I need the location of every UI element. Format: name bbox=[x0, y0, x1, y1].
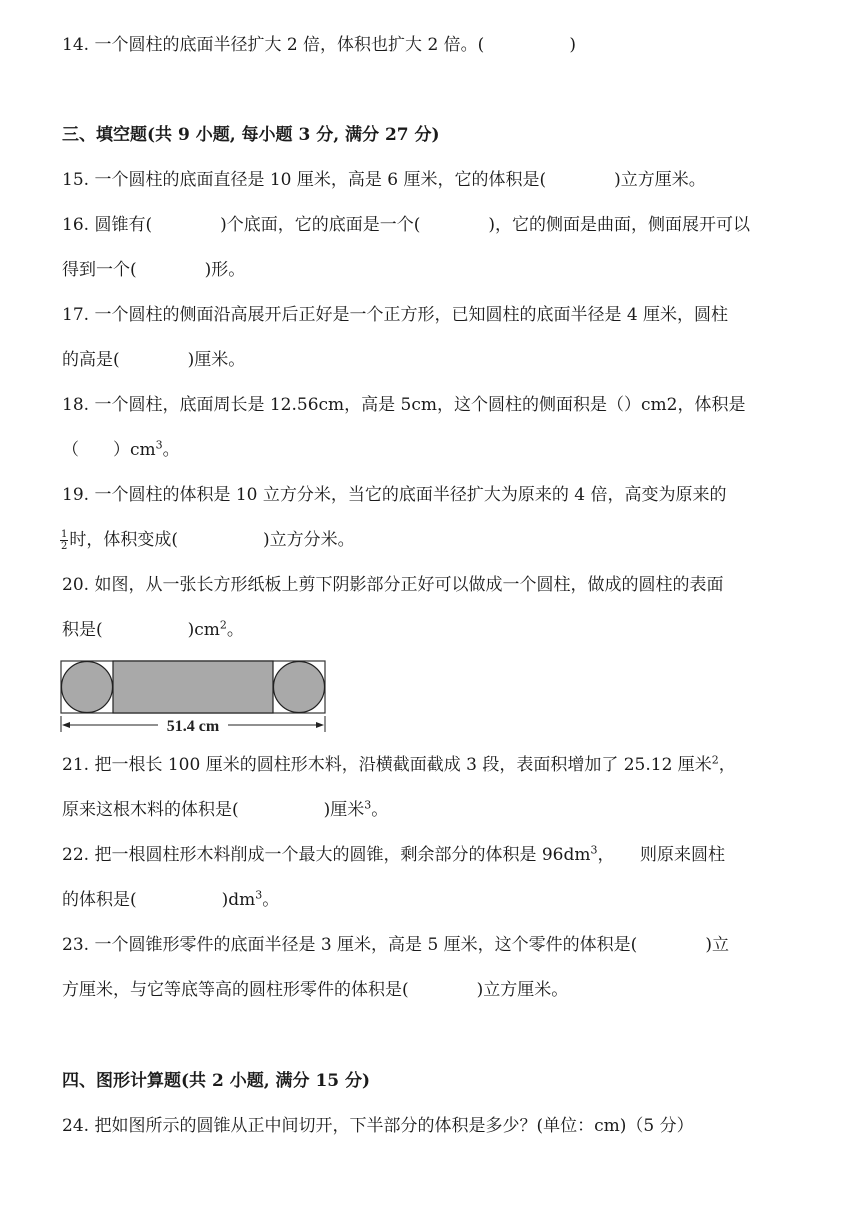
question-20-line-2: 积是( )$cm^2$。 bbox=[62, 618, 244, 640]
section-3-heading: 三、填空题(共 9 小题, 每小题 3 分, 满分 27 分) bbox=[62, 125, 440, 145]
left-circle bbox=[62, 662, 113, 713]
question-18-line-2: （ ）$cm^3$。 bbox=[62, 438, 180, 460]
fraction-one-half: $\frac{1}{2}$ bbox=[61, 529, 68, 552]
dim-arrow-right bbox=[316, 722, 324, 728]
question-23-line-2: 方厘米，与它等底等高的圆柱形零件的体积是( )立方厘米。 bbox=[62, 980, 569, 1000]
dim-arrow-left bbox=[62, 722, 70, 728]
side-rectangle bbox=[113, 661, 273, 713]
figure-width-label: 51.4 cm bbox=[166, 718, 220, 735]
question-22-line-2: 的体积是( )$dm^3$。 bbox=[62, 888, 280, 910]
question-17-line-1: 17. 一个圆柱的侧面沿高展开后正好是一个正方形，已知圆柱的底面半径是 4 厘米，圆柱 bbox=[62, 305, 729, 325]
question-18-line-1: 18. 一个圆柱，底面周长是 12.56cm，高是 5cm，这个圆柱的侧面积是（）cm2，体积是 bbox=[62, 395, 746, 415]
cylinder-net-figure bbox=[60, 660, 330, 738]
question-14: 14. 一个圆柱的底面半径扩大 2 倍，体积也扩大 2 倍。( ) bbox=[62, 35, 576, 55]
question-21-line-2: 原来这根木料的体积是( )厘米$^3$。 bbox=[62, 798, 389, 820]
question-17-line-2: 的高是( )厘米。 bbox=[62, 350, 246, 370]
question-16-line-2: 得到一个( )形。 bbox=[62, 260, 246, 280]
question-20-line-1: 20. 如图，从一张长方形纸板上剪下阴影部分正好可以做成一个圆柱，做成的圆柱的表面 bbox=[62, 575, 724, 595]
section-4-heading: 四、图形计算题(共 2 小题, 满分 15 分) bbox=[62, 1071, 371, 1091]
question-19-line-1: 19. 一个圆柱的体积是 10 立方分米，当它的底面半径扩大为原来的 4 倍，高变为原来的 bbox=[62, 485, 727, 505]
question-21-line-1: 21. 把一根长 100 厘米的圆柱形木料，沿横截面截成 3 段，表面积增加了 25.12 厘米$^2$， bbox=[62, 753, 736, 775]
question-22-line-1: 22. 把一根圆柱形木料削成一个最大的圆锥，剩余部分的体积是 $96dm^3$， 则原来圆柱 bbox=[62, 843, 725, 865]
question-15: 15. 一个圆柱的底面直径是 10 厘米，高是 6 厘米，它的体积是( )立方厘米。 bbox=[62, 170, 706, 190]
right-circle bbox=[274, 662, 325, 713]
question-19-line-2: $\frac{1}{2}$ 时，体积变成( )立方分米。 bbox=[61, 529, 355, 552]
question-16-line-1: 16. 圆锥有( )个底面，它的底面是一个( )，它的侧面是曲面，侧面展开可以 bbox=[62, 215, 750, 235]
question-24: 24. 把如图所示的圆锥从正中间切开，下半部分的体积是多少？(单位：cm)（5 分） bbox=[62, 1116, 694, 1136]
question-23-line-1: 23. 一个圆锥形零件的底面半径是 3 厘米，高是 5 厘米，这个零件的体积是( )立 bbox=[62, 935, 729, 955]
